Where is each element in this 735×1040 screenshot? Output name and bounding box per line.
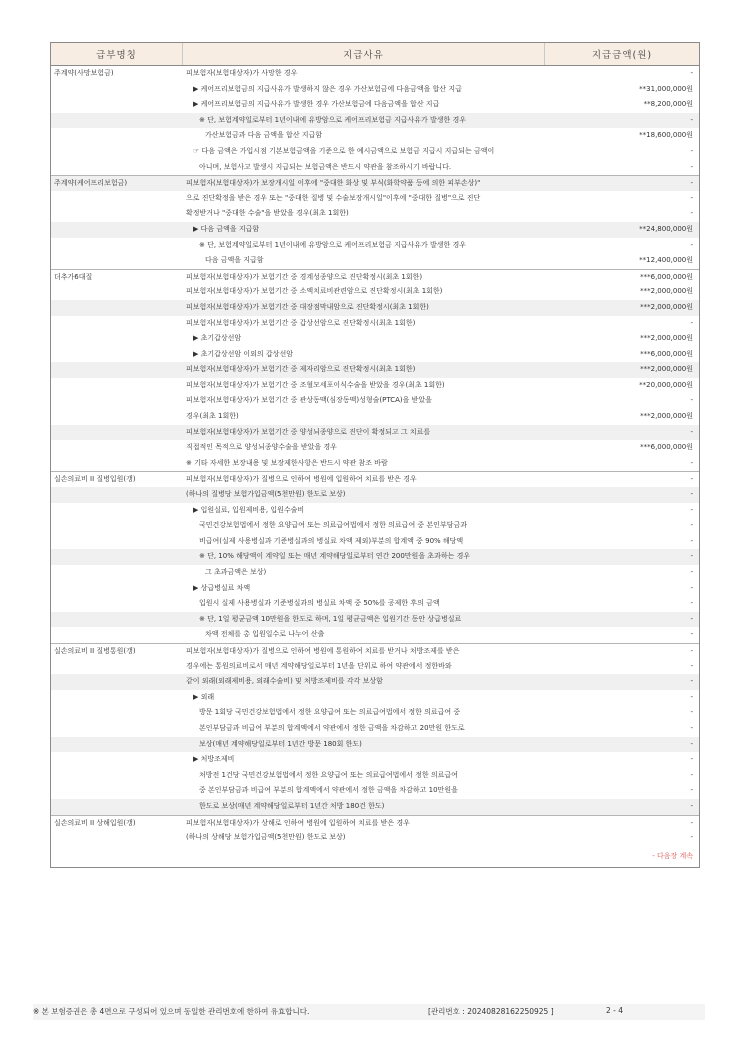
table-row bbox=[51, 783, 699, 799]
payment-amount-cell: - bbox=[690, 162, 693, 171]
payment-amount-cell: - bbox=[690, 661, 693, 670]
benefit-name-cell bbox=[51, 690, 183, 706]
table-row bbox=[51, 487, 699, 503]
table-row bbox=[51, 737, 699, 753]
benefit-name-cell bbox=[51, 768, 183, 784]
table-row bbox=[51, 549, 699, 565]
payment-amount-cell: - bbox=[690, 614, 693, 623]
table-row bbox=[51, 425, 699, 441]
payment-reason-cell: 가산보험금과 다음 금액을 합산 지급함 bbox=[205, 131, 323, 140]
payment-amount-cell: **12,400,000원 bbox=[639, 256, 693, 265]
payment-reason-cell: 피보험자(보험대상자)가 보험기간 중 대장점막내암으로 진단확정시(최초 1회한) bbox=[186, 302, 429, 311]
payment-amount-cell: ***2,000,000원 bbox=[640, 412, 693, 421]
table-header bbox=[51, 43, 699, 66]
page-number: 2 - 4 bbox=[606, 1006, 624, 1015]
benefit-table bbox=[50, 42, 700, 868]
payment-reason-cell: 피보험자(보험대상자)가 보험기간 중 조혈모세포이식수술을 받았을 경우(최초 1회한) bbox=[186, 380, 445, 389]
payment-reason-cell: 확정받거나 "중대한 수술"을 받았을 경우(최초 1회한) bbox=[186, 209, 349, 218]
table-row bbox=[51, 347, 699, 363]
payment-amount-cell: ***2,000,000원 bbox=[640, 302, 693, 311]
benefit-name-cell bbox=[51, 362, 183, 378]
benefit-name-cell bbox=[51, 659, 183, 675]
table-row bbox=[51, 378, 699, 394]
benefit-name-cell bbox=[51, 456, 183, 472]
table-row bbox=[51, 160, 699, 176]
continued-note: - 다음장 계속 bbox=[652, 852, 693, 860]
payment-reason-cell: (하나의 질병당 보험가입금액(5천만원) 한도로 보상) bbox=[186, 490, 346, 499]
payment-amount-cell: ***6,000,000원 bbox=[640, 349, 693, 358]
benefit-name-cell bbox=[51, 206, 183, 222]
table-row bbox=[51, 643, 699, 659]
benefit-name-cell bbox=[51, 440, 183, 456]
table-row bbox=[51, 659, 699, 675]
payment-reason-cell: 한도로 보상(매년 계약해당일로부터 1년간 처방 180건 한도) bbox=[199, 801, 385, 810]
payment-reason-cell: 그 초과금액은 보상) bbox=[205, 568, 267, 576]
table-row bbox=[51, 191, 699, 207]
table-row bbox=[51, 362, 699, 378]
table-row bbox=[51, 565, 699, 581]
payment-amount-cell: - bbox=[690, 568, 693, 576]
payment-reason-cell: 경우에는 통원의료비로서 매년 계약해당일로부터 1년을 단위로 하여 약관에서 정한바와 bbox=[186, 661, 452, 670]
payment-reason-cell: 입원시 실제 사용병실과 기준병실과의 병실료 차액 중 50%를 공제한 후의 금액 bbox=[199, 599, 440, 608]
payment-amount-cell: - bbox=[690, 818, 693, 827]
payment-reason-cell: 국민건강보험법에서 정한 요양급여 또는 의료급여법에서 정한 의료급여 중 본인부담금과 bbox=[199, 521, 467, 530]
table-row bbox=[51, 456, 699, 472]
table-row bbox=[51, 815, 699, 831]
payment-amount-cell: - bbox=[690, 536, 693, 545]
payment-reason-cell: 차액 전체를 총 입원일수로 나누어 산출 bbox=[205, 630, 325, 639]
benefit-name-cell bbox=[51, 503, 183, 519]
footer-notice: ※ 본 보험증권은 총 4면으로 구성되어 있으며 동일한 관리번호에 한하여 유효합니다. bbox=[33, 1007, 310, 1016]
payment-reason-cell: 같이 외래(외래제비용, 외래수술비) 및 처방조제비를 각각 보상함 bbox=[186, 677, 383, 686]
payment-reason-cell: ▶ 처방조제비 bbox=[193, 755, 235, 764]
benefit-name-cell bbox=[51, 487, 183, 503]
payment-amount-cell: - bbox=[690, 318, 693, 327]
table-row bbox=[51, 596, 699, 612]
payment-reason-cell: 피보험자(보험대상자)가 상해로 인하여 병원에 입원하여 치료를 받은 경우 bbox=[186, 818, 410, 827]
payment-amount-cell: - bbox=[690, 801, 693, 810]
benefit-name-cell: 주계약(사망보험금) bbox=[54, 69, 114, 77]
payment-amount-cell: - bbox=[690, 427, 693, 436]
payment-reason-cell: ※ 단, 보험계약일로부터 1년이내에 유방암으로 케어프리보험금 지급사유가 발생한 경우 bbox=[199, 115, 467, 124]
table-row bbox=[51, 690, 699, 706]
payment-amount-cell: - bbox=[690, 396, 693, 405]
payment-amount-cell: - bbox=[690, 193, 693, 202]
benefit-name-cell bbox=[51, 284, 183, 300]
benefit-name-cell bbox=[51, 253, 183, 269]
payment-amount-cell: - bbox=[690, 115, 693, 124]
table-row bbox=[51, 175, 699, 191]
payment-amount-cell: **20,000,000원 bbox=[639, 380, 693, 389]
payment-reason-cell: 방문 1회당 국민건강보험법에서 정한 요양급여 또는 의료급여법에서 정한 의료급여 중 bbox=[199, 708, 461, 717]
payment-reason-cell: 피보험자(보험대상자)가 보험기간 중 경계성종양으로 진단확정시(최초 1회한) bbox=[186, 272, 423, 281]
benefit-name-cell bbox=[51, 705, 183, 721]
payment-reason-cell: 피보험자(보험대상자)가 질병으로 인하여 병원에 입원하여 치료를 받은 경우 bbox=[186, 475, 417, 484]
benefit-name-cell: 실손의료비 II 상해입원(갱) bbox=[54, 818, 136, 827]
benefit-name-cell bbox=[51, 549, 183, 565]
table-row bbox=[51, 581, 699, 597]
table-row bbox=[51, 269, 699, 285]
benefit-name-cell bbox=[51, 113, 183, 129]
table-row bbox=[51, 82, 699, 98]
benefit-name-cell bbox=[51, 737, 183, 753]
payment-amount-cell: - bbox=[690, 770, 693, 779]
payment-amount-cell: **31,000,000원 bbox=[639, 84, 693, 93]
payment-reason-cell: ☞ 다음 금액은 가입시점 기본보험금액을 기준으로 한 예시금액으로 보험금 지급시 지급되는 금액이 bbox=[193, 146, 495, 155]
header-payment-amount: 지급금액(원) bbox=[591, 50, 653, 61]
payment-amount-cell: - bbox=[690, 209, 693, 218]
benefit-name-cell bbox=[51, 347, 183, 363]
benefit-name-cell bbox=[51, 581, 183, 597]
table-row bbox=[51, 612, 699, 628]
table-row bbox=[51, 316, 699, 332]
payment-amount-cell: - bbox=[690, 490, 693, 499]
payment-reason-cell: 피보험자(보험대상자)가 사망한 경우 bbox=[186, 69, 298, 77]
benefit-name-cell: 더추가6대질 bbox=[54, 272, 93, 281]
payment-amount-cell: - bbox=[690, 240, 693, 249]
payment-reason-cell: 피보험자(보험대상자)가 보험기간 중 갑상선암으로 진단확정시(최초 1회한) bbox=[186, 318, 416, 327]
payment-reason-cell: 피보험자(보험대상자)가 보험기간 중 관상동맥(심장동맥)성형술(PTCA)을 받았을 bbox=[186, 396, 432, 405]
payment-reason-cell: ▶ 다음 금액을 지급함 bbox=[193, 224, 260, 233]
table-row bbox=[51, 518, 699, 534]
payment-reason-cell: (하나의 상해당 보험가입금액(5천만원) 한도로 보상) bbox=[186, 833, 346, 842]
benefit-name-cell bbox=[51, 144, 183, 160]
payment-reason-cell: 다음 금액을 지급함 bbox=[205, 256, 264, 265]
table-row bbox=[51, 113, 699, 129]
table-row bbox=[51, 284, 699, 300]
payment-reason-cell: ▶ 외래 bbox=[193, 692, 215, 701]
benefit-name-cell bbox=[51, 238, 183, 254]
payment-reason-cell: ▶ 케어프리보험금의 지급사유가 발생하지 않은 경우 가산보험금에 다음금액을 합산 지급 bbox=[193, 84, 462, 93]
benefit-name-cell bbox=[51, 674, 183, 690]
page-footer bbox=[0, 1004, 735, 1020]
benefit-name-cell bbox=[51, 331, 183, 347]
table-row bbox=[51, 393, 699, 409]
benefit-name-cell bbox=[51, 425, 183, 441]
payment-reason-cell: ※ 단, 1일 평균금액 10만원을 한도로 하며, 1일 평균금액은 입원기간 동안 상급병실료 bbox=[199, 614, 462, 623]
benefit-name-cell bbox=[51, 752, 183, 768]
payment-reason-cell: 피보험자(보험대상자)가 보험기간 중 소액치료비관련암으로 진단확정시(최초 1회한) bbox=[186, 287, 443, 296]
table-row bbox=[51, 471, 699, 487]
benefit-name-cell bbox=[51, 534, 183, 550]
benefit-name-cell: 주계약(케어프리보험금) bbox=[54, 179, 128, 188]
payment-amount-cell: - bbox=[690, 146, 693, 155]
payment-amount-cell: - bbox=[690, 786, 693, 795]
payment-reason-cell: 처방전 1건당 국민건강보험법에서 정한 요양급여 또는 의료급여법에서 정한 의료급여 bbox=[199, 770, 458, 779]
table-row bbox=[51, 503, 699, 519]
benefit-name-cell bbox=[51, 596, 183, 612]
payment-amount-cell: - bbox=[690, 458, 693, 467]
payment-amount-cell: - bbox=[690, 646, 693, 655]
benefit-name-cell bbox=[51, 830, 183, 846]
payment-amount-cell: - bbox=[690, 677, 693, 686]
table-row bbox=[51, 534, 699, 550]
payment-reason-cell: ▶ 입원실료, 입원제비용, 입원수술비 bbox=[193, 505, 305, 514]
payment-amount-cell: **24,800,000원 bbox=[639, 224, 693, 233]
payment-reason-cell: 피보험자(보험대상자)가 보험기간 중 양성뇌종양으로 진단이 확정되고 그 치료를 bbox=[186, 427, 431, 436]
benefit-name-cell bbox=[51, 783, 183, 799]
benefit-name-cell bbox=[51, 222, 183, 238]
payment-reason-cell: ▶ 케어프리보험금의 지급사유가 발생한 경우 가산보험금에 다음금액을 합산 지급 bbox=[193, 100, 440, 109]
table-row bbox=[51, 409, 699, 425]
benefit-name-cell bbox=[51, 518, 183, 534]
payment-amount-cell: - bbox=[690, 755, 693, 764]
payment-amount-cell: ***6,000,000원 bbox=[640, 443, 693, 452]
payment-amount-cell: - bbox=[690, 833, 693, 842]
payment-reason-cell: 본인부담금과 비급여 부분의 합계액에서 약관에서 정한 금액을 차감하고 20만원 한도로 bbox=[199, 723, 465, 732]
payment-reason-cell: 비급여(실제 사용병실과 기준병실과의 병실료 차액 제외)부분의 합계액 중 90% 해당액 bbox=[199, 536, 464, 545]
benefit-name-cell bbox=[51, 316, 183, 332]
payment-amount-cell: ***6,000,000원 bbox=[640, 272, 693, 281]
payment-reason-cell: ▶ 상급병실료 차액 bbox=[193, 583, 251, 592]
payment-amount-cell: - bbox=[690, 583, 693, 592]
payment-amount-cell: **8,200,000원 bbox=[643, 100, 693, 109]
header-benefit-name: 급부명칭 bbox=[51, 43, 183, 65]
table-row bbox=[51, 674, 699, 690]
payment-amount-cell: - bbox=[690, 723, 693, 732]
payment-reason-cell: 으로 진단확정을 받은 경우 또는 "중대한 질병 및 수술보장개시일"이후에 "중대한 질병"으로 진단 bbox=[186, 193, 481, 202]
benefit-name-cell bbox=[51, 409, 183, 425]
benefit-name-cell bbox=[51, 82, 183, 98]
payment-amount-cell: - bbox=[690, 552, 693, 561]
benefit-name-cell: 실손의료비 II 질병통원(갱) bbox=[54, 646, 136, 655]
payment-reason-cell: 보상(매년 계약해당일로부터 1년간 방문 180회 한도) bbox=[199, 739, 362, 748]
benefit-name-cell bbox=[51, 97, 183, 113]
payment-amount-cell: ***2,000,000원 bbox=[640, 365, 693, 374]
table-row bbox=[51, 721, 699, 737]
table-row bbox=[51, 144, 699, 160]
payment-reason-cell: 피보험자(보험대상자)가 질병으로 인하여 병원에 통원하여 치료를 받거나 처방조제를 받은 bbox=[186, 646, 460, 655]
payment-amount-cell: - bbox=[690, 69, 693, 77]
header-payment-reason: 지급사유 bbox=[183, 43, 545, 65]
table-row bbox=[51, 440, 699, 456]
table-row bbox=[51, 300, 699, 316]
table-row bbox=[51, 253, 699, 269]
benefit-name-cell bbox=[51, 128, 183, 144]
payment-amount-cell: - bbox=[690, 179, 693, 188]
payment-amount-cell: - bbox=[690, 521, 693, 530]
payment-reason-cell: 아니며, 보험사고 발생시 지급되는 보험금액은 반드시 약관을 참조하시기 바랍니다. bbox=[199, 162, 452, 171]
benefit-name-cell bbox=[51, 191, 183, 207]
table-row bbox=[51, 331, 699, 347]
management-number: [관리번호 : 20240828162250925 ] bbox=[428, 1007, 554, 1016]
benefit-name-cell bbox=[51, 565, 183, 581]
table-body bbox=[51, 66, 699, 846]
benefit-name-cell bbox=[51, 799, 183, 815]
payment-reason-cell: 피보험자(보험대상자)가 보험기간 중 제자리암으로 진단확정시(최초 1회한) bbox=[186, 365, 416, 374]
payment-reason-cell: 중 본인부담금과 비급여 부분의 합계액에서 약관에서 정한 금액을 차감하고 10만원을 bbox=[199, 786, 458, 795]
benefit-name-cell bbox=[51, 627, 183, 643]
table-row bbox=[51, 705, 699, 721]
table-row bbox=[51, 238, 699, 254]
payment-amount-cell: - bbox=[690, 708, 693, 717]
benefit-name-cell bbox=[51, 300, 183, 316]
table-row bbox=[51, 222, 699, 238]
payment-reason-cell: 경우(최초 1회한) bbox=[186, 412, 239, 421]
table-row bbox=[51, 768, 699, 784]
benefit-name-cell bbox=[51, 378, 183, 394]
table-row bbox=[51, 830, 699, 846]
payment-amount-cell: ***2,000,000원 bbox=[640, 334, 693, 343]
benefit-name-cell bbox=[51, 721, 183, 737]
table-row bbox=[51, 128, 699, 144]
payment-reason-cell: ※ 단, 보험계약일로부터 1년이내에 유방암으로 케어프리보험금 지급사유가 발생한 경우 bbox=[199, 240, 467, 249]
payment-reason-cell: 피보험자(보험대상자)가 보장개시일 이후에 "중대한 화상 및 부식(화학약품 등에 의한 피부손상)" bbox=[186, 179, 481, 188]
payment-reason-cell: ※ 기타 자세한 보장내용 및 보장제한사항은 반드시 약관 참조 바람 bbox=[186, 458, 388, 467]
payment-amount-cell: - bbox=[690, 505, 693, 514]
payment-amount-cell: ***2,000,000원 bbox=[640, 287, 693, 296]
payment-reason-cell: 직접적인 목적으로 양성뇌종양수술을 받았을 경우 bbox=[186, 443, 337, 452]
benefit-name-cell bbox=[51, 612, 183, 628]
table-row bbox=[51, 206, 699, 222]
table-row bbox=[51, 752, 699, 768]
payment-reason-cell: ※ 단, 10% 해당액이 계약일 또는 매년 계약해당일로부터 연간 200만원을 초과하는 경우 bbox=[199, 552, 471, 561]
payment-amount-cell: - bbox=[690, 630, 693, 639]
table-row bbox=[51, 97, 699, 113]
payment-amount-cell: - bbox=[690, 475, 693, 484]
benefit-name-cell: 실손의료비 II 질병입원(갱) bbox=[54, 475, 136, 484]
payment-amount-cell: - bbox=[690, 599, 693, 608]
payment-amount-cell: - bbox=[690, 739, 693, 748]
table-row bbox=[51, 66, 699, 82]
table-row bbox=[51, 627, 699, 643]
payment-reason-cell: ▶ 초기갑상선암 bbox=[193, 334, 242, 343]
table-row bbox=[51, 799, 699, 815]
benefit-name-cell bbox=[51, 160, 183, 176]
payment-amount-cell: - bbox=[690, 692, 693, 701]
payment-reason-cell: ▶ 초기갑상선암 이외의 갑상선암 bbox=[193, 349, 293, 358]
payment-amount-cell: **18,600,000원 bbox=[639, 131, 693, 140]
benefit-name-cell bbox=[51, 393, 183, 409]
